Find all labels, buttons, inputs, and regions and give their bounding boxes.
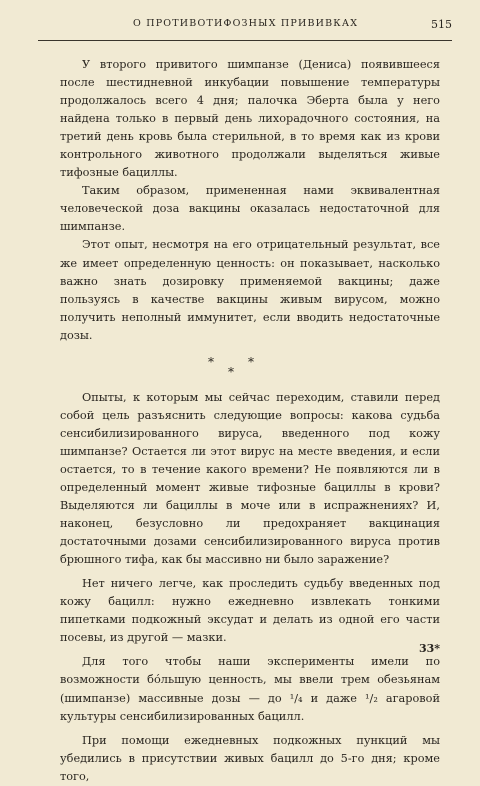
paragraph: Этот опыт, несмотря на его отрицательный результат, все же имеет определенную ценность: он показывает, насколько важно знать дозировку применяемой вакцины; даже пользуясь в качестве вакцины живым вирусом, можно получить неполный иммунитет, если вводить недостаточные дозы. bbox=[60, 238, 440, 342]
running-header bbox=[38, 18, 452, 34]
paragraph: Таким образом, примененная нами эквивалентная человеческой доза вакцины оказалась недостаточной для шимпанзе. bbox=[60, 184, 440, 234]
section-star: * bbox=[208, 354, 214, 369]
paragraph: Опыты, к которым мы сейчас переходим, ставили перед собой цель разъяснить следующие вопросы: какова судьба сенсибилизированного вируса, введенного под кожу шимпанзе? Остается ли этот вирус на месте введения, и если остается, то в течение какого времени? Не появляются ли в определенный момент живые тифозные бациллы в крови? Выделяются ли бациллы в моче или в испражнениях? И, наконец, безусловно ли предохраняет вакцинация достаточными дозами сенсибилизированного вируса против брюшного тифа, как бы массивно ни было заражение? bbox=[60, 390, 440, 567]
page-body bbox=[60, 56, 440, 786]
paragraph: Для того чтобы наши эксперименты имели по возможности бо́льшую ценность, мы ввели трем обезьянам (шимпанзе) массивные дозы — до ¹/₄ и даже ¹/₂ агаровой культуры сенсибилизированных бацилл. bbox=[60, 655, 440, 723]
paragraph: При помощи ежедневных подкожных пункций мы убедились в присутствии живых бацилл до 5-го дня; кроме того, bbox=[60, 733, 440, 783]
paragraph: Нет ничего легче, как проследить судьбу введенных под кожу бацилл: нужно ежедневно извлекать тонкими пипетками подкожный эксудат и делать из одной его части посевы, из другой — мазки. bbox=[60, 577, 440, 645]
signature-mark: 33* bbox=[418, 642, 440, 655]
page-number: 515 bbox=[431, 18, 452, 31]
header-rule bbox=[38, 40, 452, 41]
section-break bbox=[60, 349, 440, 383]
running-title: О ПРОТИВОТИФОЗНЫХ ПРИВИВКАХ bbox=[133, 18, 359, 29]
section-star: * bbox=[228, 364, 234, 379]
section-star: * bbox=[248, 354, 254, 369]
paragraph: У второго привитого шимпанзе (Дениса) появившееся после шестидневной инкубации повышение температуры продолжалось всего 4 дня; палочка Эберта была у него найдена только в первый день лихорадочного состояния, на третий день кровь была стерильной, в то время как из крови контрольного животного продолжали выделяться живые тифозные бациллы. bbox=[60, 58, 440, 180]
